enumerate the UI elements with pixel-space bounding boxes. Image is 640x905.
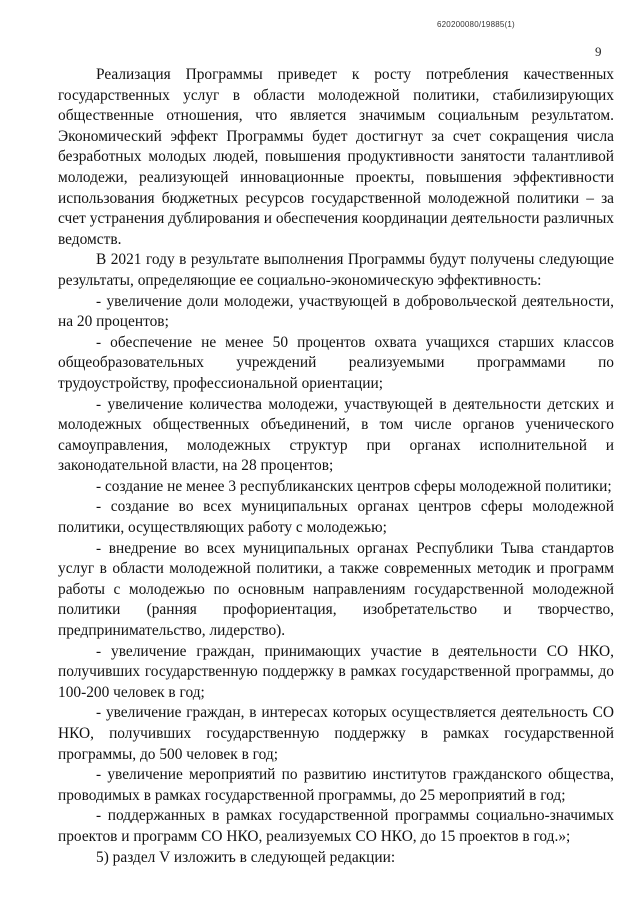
list-item-service-standards: - внедрение во всех муниципальных органах Республики Тыва стандартов услуг в области молодежной политики, а также современных методик и программ работы с молодежью по основным направлениям государственной молодежной политики (ранняя профориентация, изобретательство и творчество, предпринимательство, лидерство). xyxy=(58,539,614,640)
page-number: 9 xyxy=(595,44,602,59)
list-item-volunteering: - увеличение доли молодежи, участвующей в добровольческой деятельности, на 20 процентов; xyxy=(58,292,614,331)
paragraph-section-v: 5) раздел V изложить в следующей редакции: xyxy=(96,848,396,866)
list-item-nko-projects: - поддержанных в рамках государственной программы социально-значимых проектов и программ СО НКО, реализуемых СО НКО, до 15 проектов в год.»; xyxy=(58,807,614,845)
document-body xyxy=(58,65,614,868)
paragraph-results-intro: В 2021 году в результате выполнения Программы будут получены следующие результаты, определяющие ее социально-экономическую эффективность: xyxy=(58,251,614,289)
document-id: 620200080/19885(1) xyxy=(437,20,515,29)
list-item-youth-associations: - увеличение количества молодежи, участвующей в деятельности детских и молодежных общественных объединений, в том числе органов ученического самоуправления, молодежных структур при органах исполнительной и законодательной власти, на 28 процентов; xyxy=(58,395,614,475)
list-item-nko-beneficiaries: - увеличение граждан, в интересах которых осуществляется деятельность СО НКО, получивших государственную поддержку в рамках государственной программы, до 500 человек в год; xyxy=(58,704,614,763)
list-item-municipal-centers: - создание во всех муниципальных органах центров сферы молодежной политики, осуществляющих работу с молодежью; xyxy=(58,498,614,537)
list-item-career-guidance: - обеспечение не менее 50 процентов охвата учащихся старших классов общеобразовательных учреждений реализуемыми программами по трудоустройству, профессиональной ориентации; xyxy=(58,333,614,392)
list-item-republican-centers: - создание не менее 3 республиканских центров сферы молодежной политики; xyxy=(96,477,612,495)
list-item-nko-participants: - увеличение граждан, принимающих участие в деятельности СО НКО, получивших государственную поддержку в рамках государственной программы, до 100-200 человек в год; xyxy=(58,642,614,701)
list-item-civil-society-events: - увеличение мероприятий по развитию институтов гражданского общества, проводимых в рамках государственной программы, до 25 мероприятий в год; xyxy=(58,766,614,804)
paragraph-program-effect: Реализация Программы приведет к росту потребления качественных государственных услуг в области молодежной политики, стабилизирующих общественные отношения, что является значимым социальным результатом. Экономический эффект Программы будет достигнут за счет сокращения числа безработных молодых людей, повышения продуктивности занятости талантливой молодежи, реализующей инновационные проекты, повышения эффективности использования бюджетных ресурсов государственной молодежной политики – за счет устранения дублирования и обеспечения координации деятельности различных ведомств. xyxy=(58,66,614,248)
